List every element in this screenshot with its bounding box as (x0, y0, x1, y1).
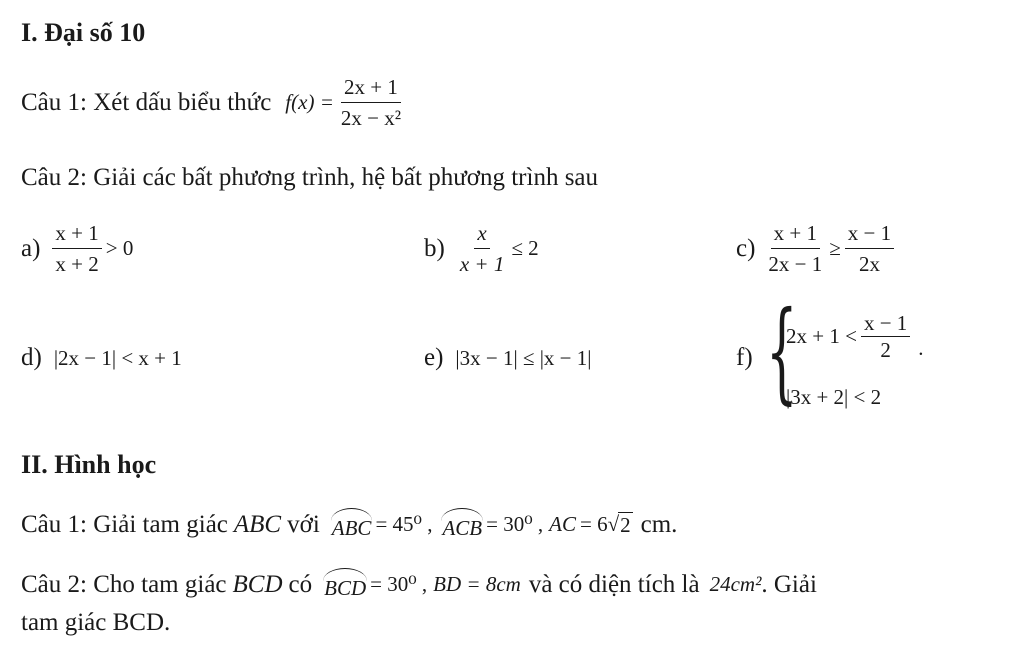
item-f-line1-num: x − 1 (861, 310, 910, 337)
g1-eq-1: = 45⁰ , (375, 512, 433, 536)
g2-has: có (288, 570, 313, 598)
item-b-relation: ≤ 2 (511, 236, 539, 260)
item-c-den2: 2x (858, 252, 880, 276)
g1-radicand: 2 (620, 512, 631, 537)
g2-eq-1: = 30⁰ , (370, 572, 428, 596)
item-c-fraction-left (765, 218, 825, 279)
g2-line-2: tam giác BCD. (21, 609, 171, 636)
question-2-geometry (21, 568, 817, 601)
item-c-fraction-right (845, 218, 894, 279)
sqrt-icon: √ (607, 512, 620, 536)
item-f-dot: . (918, 336, 924, 360)
item-f-line-2: |3x + 2| < 2 (786, 385, 882, 409)
item-c-relation: ≥ (829, 236, 841, 260)
question-1-label: Câu 1: Xét dấu biểu thức (21, 88, 272, 116)
item-b-num: x (474, 218, 489, 249)
g2-angle: BCD (324, 568, 366, 601)
g1-side: AC (549, 512, 576, 536)
g2-prefix: Câu 2: Cho tam giác (21, 570, 227, 598)
g1-prefix: Câu 1: Giải tam giác (21, 510, 228, 538)
g2-area: 24cm² (709, 572, 762, 596)
item-b-label: b) (424, 234, 445, 262)
item-a-num: x + 1 (52, 218, 101, 249)
g2-tail: . Giải (761, 570, 817, 598)
g2-side: BD = 8cm (433, 572, 521, 596)
item-a (21, 218, 133, 279)
item-e (424, 344, 591, 372)
item-d-expr: |2x − 1| < x + 1 (53, 345, 182, 370)
q1-denominator: 2x − x² (340, 106, 401, 130)
g1-unit: cm. (640, 510, 678, 538)
item-d-label: d) (21, 344, 42, 371)
item-b-den: x + 1 (459, 252, 505, 276)
g1-with: với (287, 510, 320, 538)
item-c-num1: x + 1 (771, 218, 820, 249)
item-f-label: f) (736, 344, 753, 371)
q1-fraction (338, 72, 404, 133)
item-a-den: x + 2 (55, 252, 99, 276)
item-c-num2: x − 1 (845, 218, 894, 249)
item-f-line1-fraction (861, 310, 910, 363)
item-b (424, 218, 539, 279)
question-1-geometry (21, 508, 677, 541)
question-2-label: Câu 2: Giải các bất phương trình, hệ bất phương trình sau (21, 164, 599, 191)
g2-mid: và có diện tích là (528, 570, 700, 598)
item-f-line-1 (786, 310, 924, 363)
g2-triangle: BCD (232, 570, 283, 598)
item-c-label: c) (736, 234, 756, 262)
g1-eq-2: = 30⁰ , (486, 512, 544, 536)
q1-numerator: 2x + 1 (341, 72, 401, 103)
item-b-fraction (457, 218, 508, 279)
item-e-label: e) (424, 344, 444, 371)
item-f-line1-left: 2x + 1 < (786, 324, 857, 348)
left-brace-icon: { (766, 287, 798, 415)
item-a-fraction (52, 218, 101, 279)
item-e-expr: |3x − 1| ≤ |x − 1| (455, 345, 592, 370)
g1-angle-1: ABC (332, 508, 372, 541)
q1-lhs: f(x) = (285, 90, 334, 114)
section-1-heading: I. Đại số 10 (21, 18, 146, 47)
item-c (736, 218, 898, 279)
question-1-algebra (21, 72, 408, 133)
g1-triangle: ABC (233, 510, 282, 538)
g1-eq-3: = 6 (580, 512, 608, 536)
item-a-relation: > 0 (105, 236, 134, 260)
section-2-heading: II. Hình học (21, 450, 157, 479)
item-d (21, 344, 182, 372)
g1-angle-2: ACB (442, 508, 482, 541)
item-f-line1-den: 2 (880, 338, 891, 362)
item-a-label: a) (21, 234, 41, 262)
item-c-den1: 2x − 1 (768, 252, 823, 276)
